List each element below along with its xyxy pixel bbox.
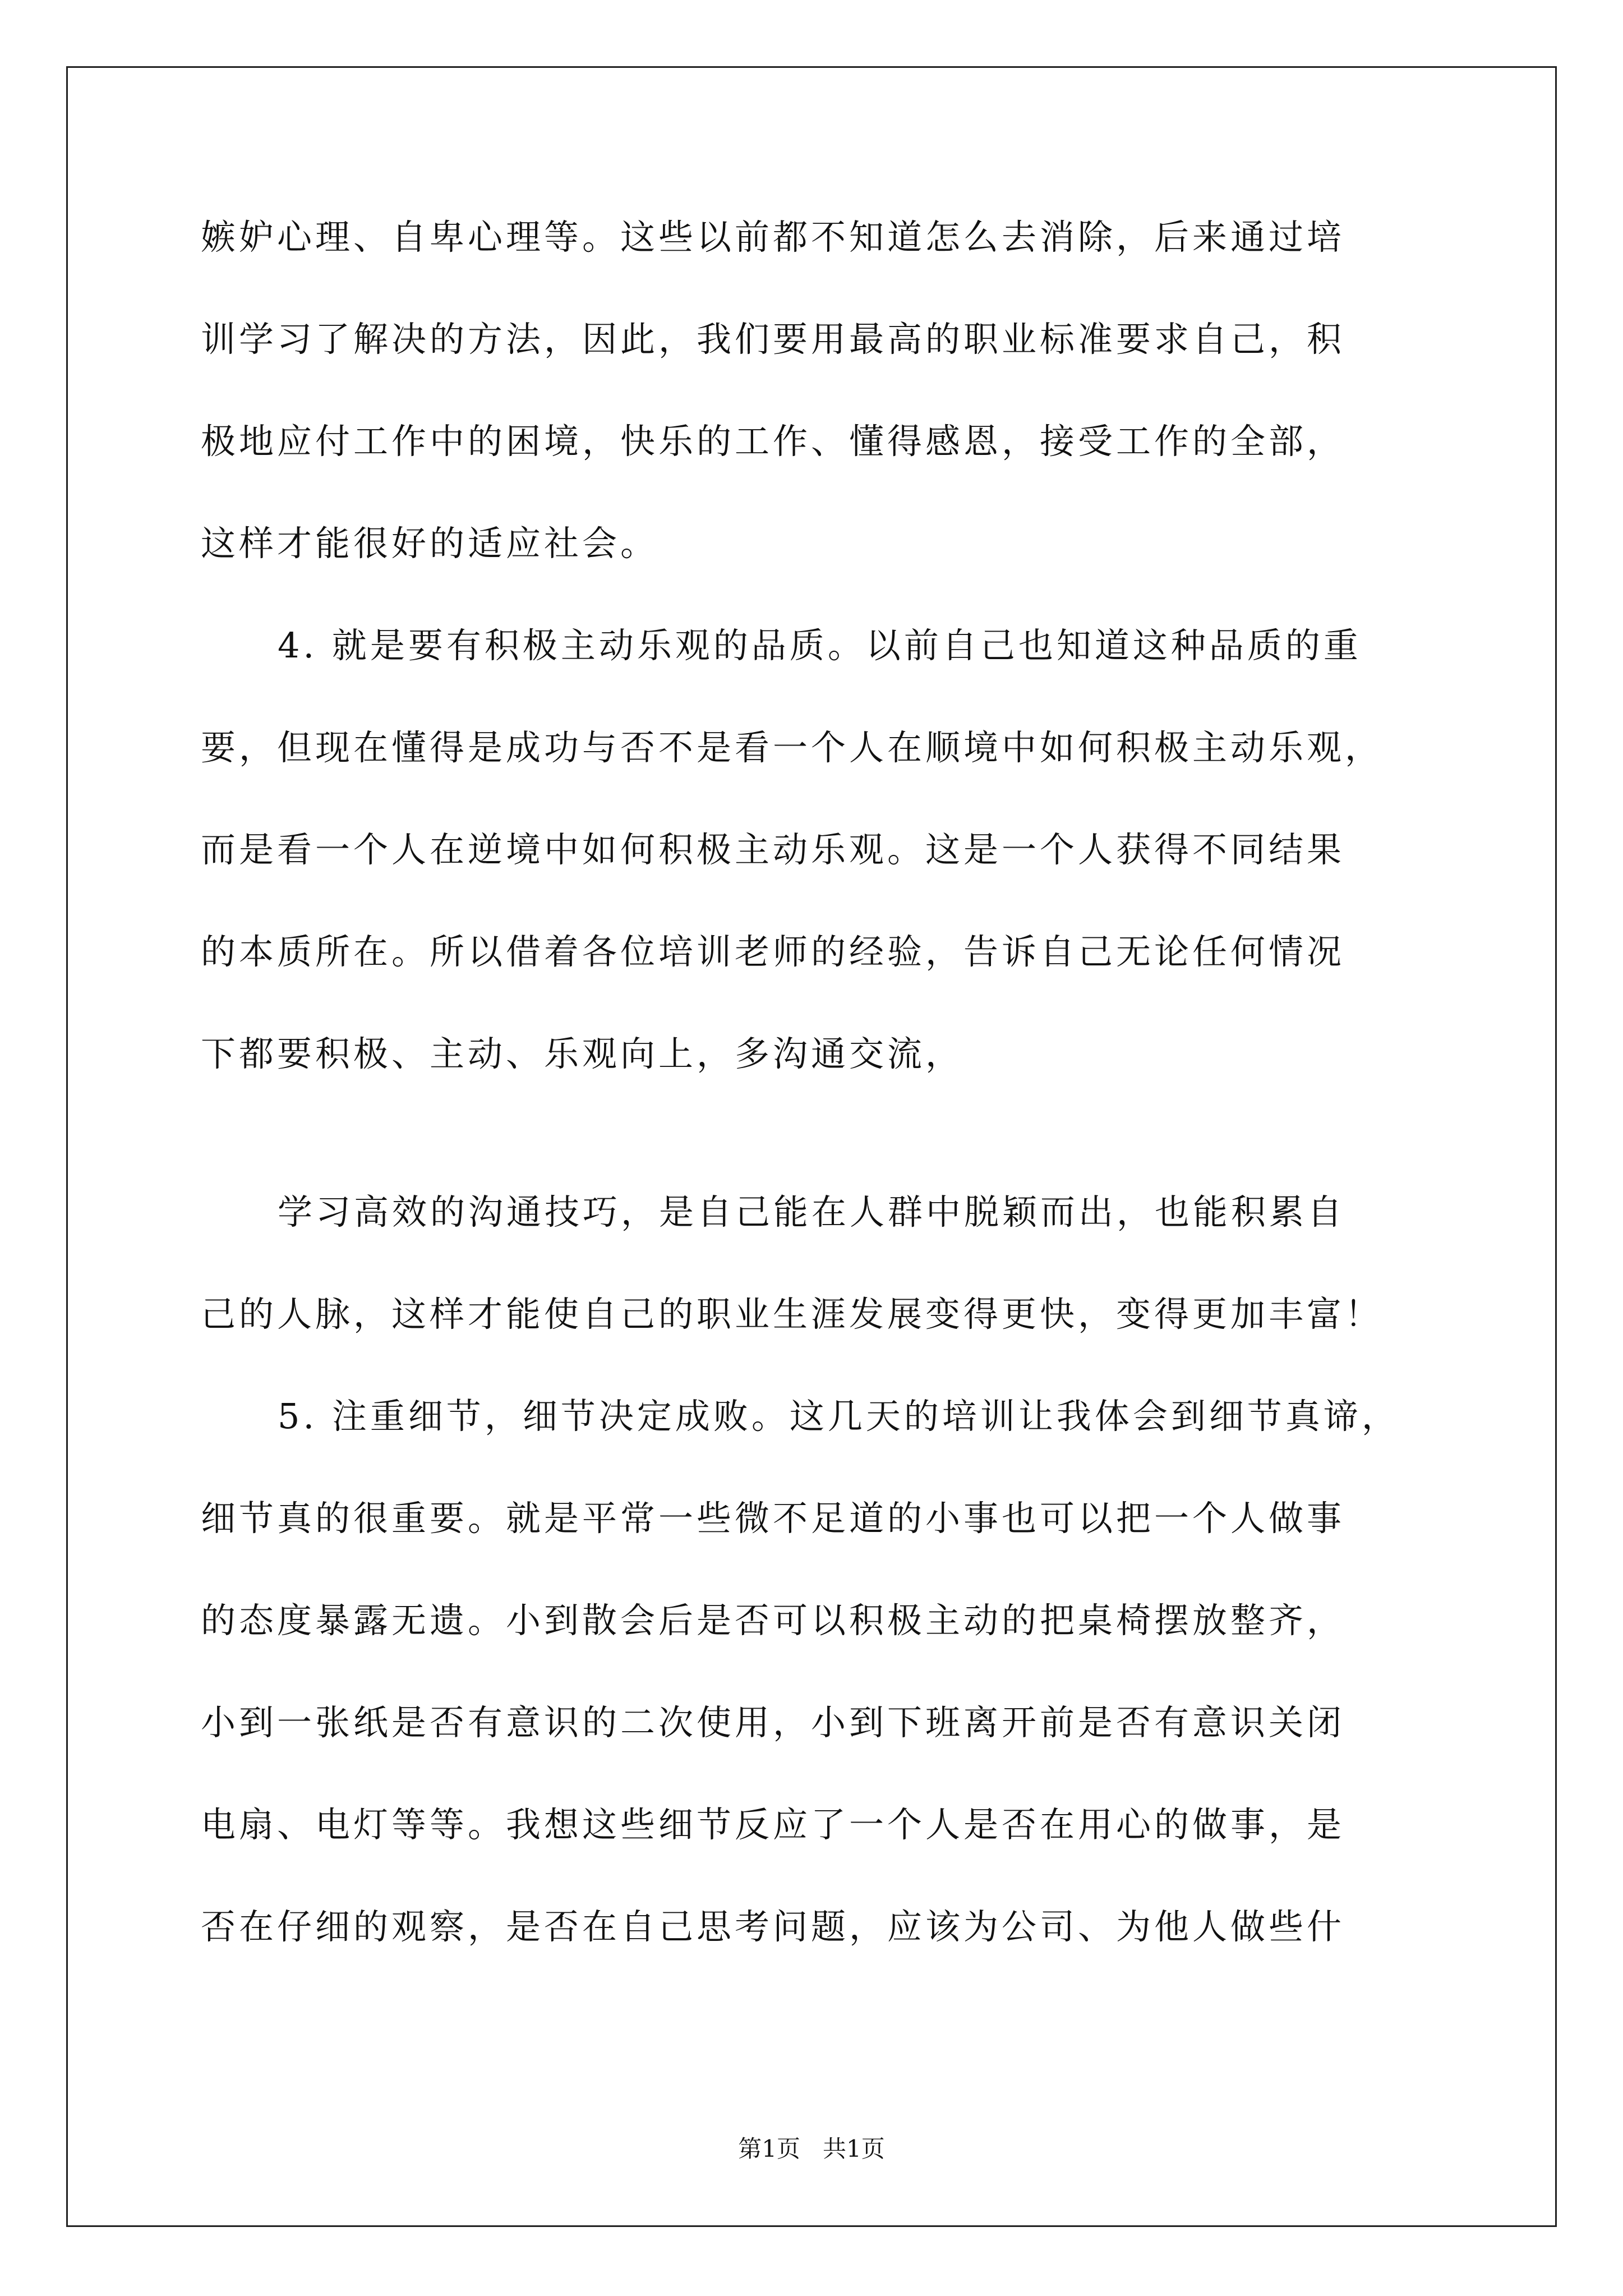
text-line: 5. 注重细节，细节决定成败。这几天的培训让我体会到细节真谛，	[278, 1396, 1400, 1437]
text-line: 下都要积极、主动、乐观向上，多沟通交流，	[201, 1033, 964, 1074]
text-line: 的本质所在。所以借着各位培训老师的经验，告诉自己无论任何情况	[201, 931, 1345, 972]
text-line: 嫉妒心理、自卑心理等。这些以前都不知道怎么去消除，后来通过培	[201, 217, 1345, 257]
text-line: 学习高效的沟通技巧，是自己能在人群中脱颖而出，也能积累自	[278, 1191, 1346, 1232]
text-line: 4. 就是要有积极主动乐观的品质。以前自己也知道这种品质的重	[278, 625, 1362, 666]
text-line: 而是看一个人在逆境中如何积极主动乐观。这是一个人获得不同结果	[201, 829, 1345, 870]
text-line: 细节真的很重要。就是平常一些微不足道的小事也可以把一个人做事	[201, 1498, 1345, 1539]
text-line: 的态度暴露无遗。小到散会后是否可以积极主动的把桌椅摆放整齐，	[201, 1600, 1345, 1641]
text-line: 否在仔细的观察，是否在自己思考问题，应该为公司、为他人做些什	[201, 1906, 1345, 1947]
text-line: 训学习了解决的方法，因此，我们要用最高的职业标准要求自己，积	[201, 319, 1345, 360]
text-line: 己的人脉，这样才能使自己的职业生涯发展变得更快，变得更加丰富！	[201, 1294, 1384, 1335]
text-line: 小到一张纸是否有意识的二次使用，小到下班离开前是否有意识关闭	[201, 1702, 1345, 1743]
text-line: 要，但现在懂得是成功与否不是看一个人在顺境中如何积极主动乐观，	[201, 727, 1384, 768]
text-line: 电扇、电灯等等。我想这些细节反应了一个人是否在用心的做事，是	[201, 1804, 1345, 1845]
page-number-footer: 第1页 共1页	[738, 2135, 885, 2162]
text-line: 这样才能很好的适应社会。	[201, 523, 659, 564]
page-border	[66, 66, 1557, 2227]
text-line: 极地应付工作中的困境，快乐的工作、懂得感恩，接受工作的全部，	[201, 421, 1345, 462]
